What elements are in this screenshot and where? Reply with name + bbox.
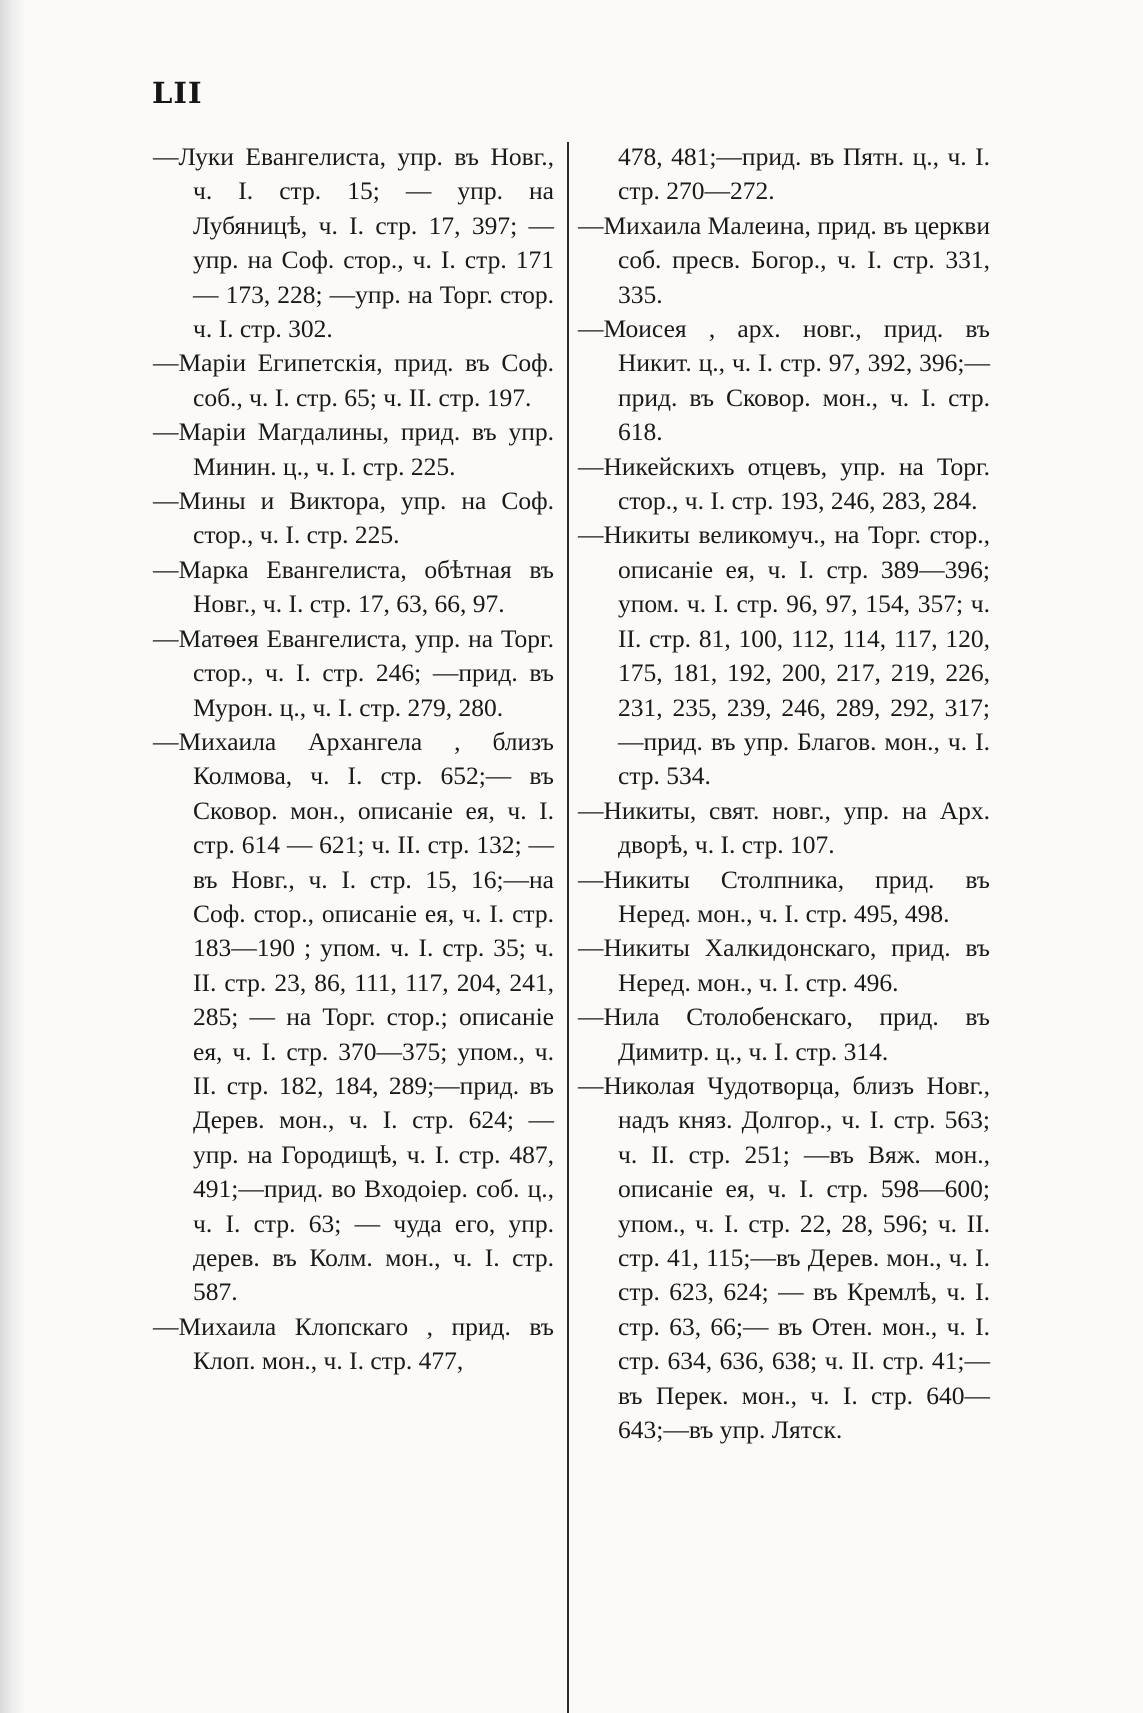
index-entry: —Маріи Магдалины, прид. въ упр. Минин. ц., ч. І. стр. 225.: [153, 417, 554, 481]
index-entry: —Маріи Египетскія, прид. въ Соф. соб., ч. І. стр. 65; ч. II. стр. 197.: [153, 348, 554, 412]
index-entry: —Михаила Малеина, прид. въ церкви соб. пресв. Богор., ч. І. стр. 331, 335.: [578, 210, 990, 309]
right-index-column: [578, 140, 990, 1447]
left-index-column: [153, 140, 554, 1379]
index-entry: —Никиты великомуч., на Торг. стор., описаніе ея, ч. І. стр. 389—396; упом. ч. І. стр. 96, 97, 154, 357; ч. II. стр. 81, 100, 112, 114, 117, 120, 175, 181, 192, 200, 217, 219, 226, 231, 235, 239, 246, 289, 292, 317; —прид. въ упр. Благов. мон., ч. І. стр. 534.: [578, 520, 990, 791]
index-entry: —Моисея , арх. новг., прид. въ Никит. ц., ч. І. стр. 97, 392, 396;—прид. въ Сковор. мон., ч. І. стр. 618.: [578, 314, 990, 447]
index-entry: —Луки Евангелиста, упр. въ Новг., ч. І. стр. 15; — упр. на Лубяницѣ, ч. І. стр. 17, 397; — упр. на Соф. стор., ч. І. стр. 171 — 173, 228; —упр. на Торг. стор. ч. І. стр. 302.: [153, 142, 554, 344]
index-entry: —Никиты Столпника, прид. въ Неред. мон., ч. І. стр. 495, 498.: [578, 864, 990, 928]
index-entry: —Мины и Виктора, упр. на Соф. стор., ч. І. стр. 225.: [153, 486, 554, 550]
index-entry: —Марка Евангелиста, обѣтная въ Новг., ч. І. стр. 17, 63, 66, 97.: [153, 554, 554, 619]
index-entry: —Михаила Архангела , близъ Колмова, ч. І. стр. 652;— въ Сковор. мон., описаніе ея, ч. І. стр. 614 — 621; ч. II. стр. 132; — въ Новг., ч. І. стр. 15, 16;—на Соф. стор., описаніе ея, ч. І. стр. 183—190 ; упом. ч. І. стр. 35; ч. II. стр. 23, 86, 111, 117, 204, 241, 285; — на Торг. стор.; описаніе ея, ч. І. стр. 370—375; упом., ч. II. стр. 182, 184, 289;—прид. въ Дерев. мон., ч. І. стр. 624; — упр. на Городищѣ, ч. І. стр. 487, 491;—прид. во Входоіер. соб. ц., ч. І. стр. 63; — чуда его, упр. дерев. въ Колм. мон., ч. І. стр. 587.: [153, 726, 554, 1307]
index-entry-continuation: 478, 481;—прид. въ Пятн. ц., ч. І. стр. 270—272.: [618, 142, 990, 206]
index-entry: —Матѳея Евангелиста, упр. на Торг. стор., ч. І. стр. 246; —прид. въ Мурон. ц., ч. І. стр. 279, 280.: [153, 623, 554, 722]
index-entry: —Михаила Клопскаго , прид. въ Клоп. мон., ч. І. стр. 477,: [153, 1311, 554, 1376]
index-entry: —Никиты, свят. новг., упр. на Арх. дворѣ, ч. І. стр. 107.: [578, 795, 990, 860]
index-entry: —Николая Чудотворца, близъ Новг., надъ княз. Долгор., ч. І. стр. 563; ч. II. стр. 251; —въ Вяж. мон., описаніе ея, ч. І. стр. 598—600; упом., ч. І. стр. 22, 28, 596; ч. II. стр. 41, 115;—въ Дерев. мон., ч. І. стр. 623, 624; — въ Кремлѣ, ч. І. стр. 63, 66;— въ Отен. мон., ч. І. стр. 634, 636, 638; ч. II. стр. 41;— въ Перек. мон., ч. І. стр. 640—643;—въ упр. Лятск.: [578, 1070, 990, 1445]
index-entry: —Нила Столобенскаго, прид. въ Димитр. ц., ч. І. стр. 314.: [578, 1002, 990, 1066]
column-divider: [567, 142, 569, 1713]
page-number: LII: [152, 76, 203, 110]
index-entry: —Никейскихъ отцевъ, упр. на Торг. стор., ч. І. стр. 193, 246, 283, 284.: [578, 451, 990, 516]
index-entry: —Никиты Халкидонскаго, прид. въ Неред. мон., ч. І. стр. 496.: [578, 933, 990, 997]
